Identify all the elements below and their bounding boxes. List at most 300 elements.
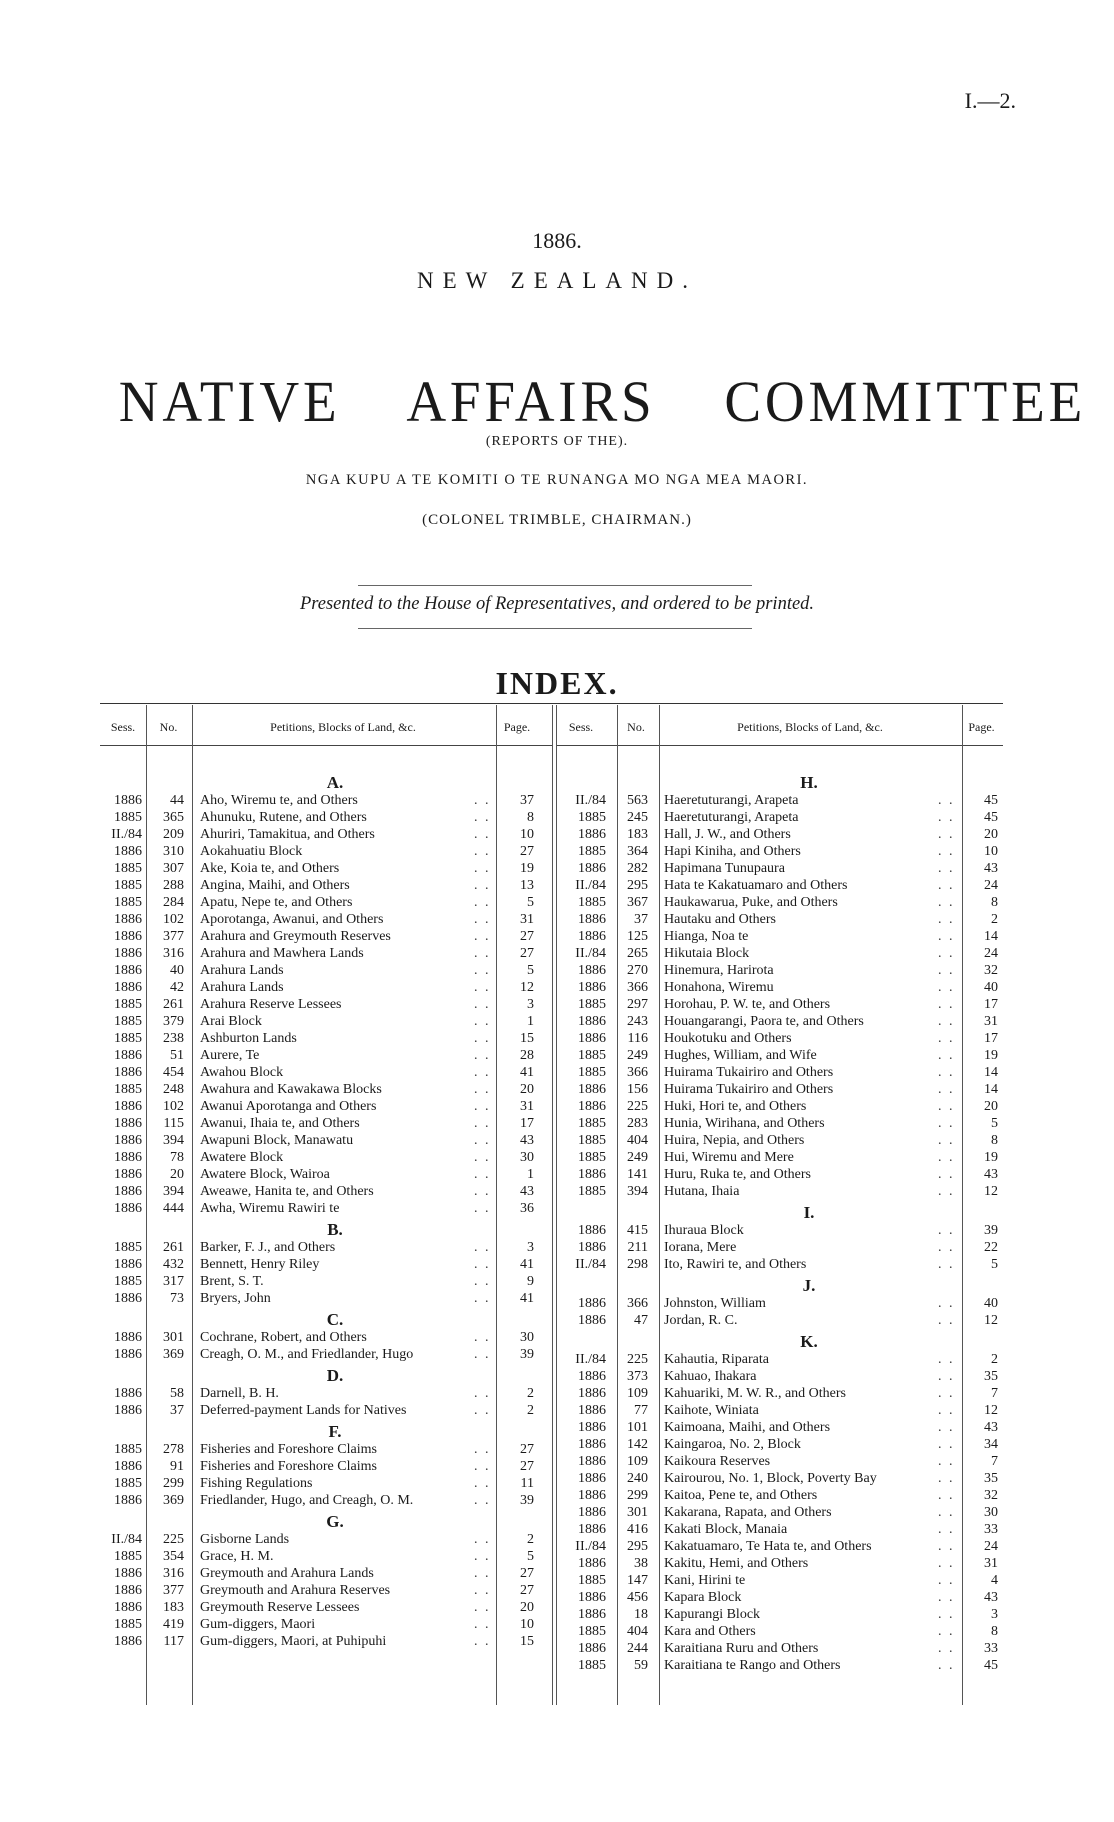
index-entry-page: 19 xyxy=(984,1150,998,1165)
index-entry-page: 3 xyxy=(991,1607,998,1622)
index-entry xyxy=(0,1606,1114,1623)
leader-dots: . . xyxy=(474,963,491,978)
index-entry xyxy=(0,1385,1114,1402)
index-entry-number: 238 xyxy=(163,1031,184,1046)
index-entry-title: Awatere Block xyxy=(200,1150,284,1165)
index-entry-page: 36 xyxy=(520,1201,534,1216)
leader-dots: . . xyxy=(938,1556,955,1571)
section-letter: I. xyxy=(803,1203,815,1222)
index-entry xyxy=(0,1132,1114,1149)
index-entry-number: 283 xyxy=(627,1116,648,1131)
leader-dots: . . xyxy=(938,1223,955,1238)
index-entry-number: 307 xyxy=(163,861,184,876)
index-entry-number: 58 xyxy=(170,1386,184,1401)
index-entry-title: Hapimana Tunupaura xyxy=(664,861,785,876)
leader-dots: . . xyxy=(474,1031,491,1046)
index-entry-page: 10 xyxy=(520,1617,534,1632)
leader-dots: . . xyxy=(938,861,955,876)
leader-dots: . . xyxy=(938,827,955,842)
leader-dots: . . xyxy=(474,1184,491,1199)
leader-dots: . . xyxy=(938,1624,955,1639)
index-entry-page: 33 xyxy=(984,1522,998,1537)
index-entry-title: Houangarangi, Paora te, and Others xyxy=(664,1014,864,1029)
index-entry-session: 1886 xyxy=(578,912,606,927)
index-entry-title: Huirama Tukairiro and Others xyxy=(664,1065,834,1080)
index-entry-title: Horohau, P. W. te, and Others xyxy=(664,997,831,1012)
index-entry-page: 12 xyxy=(520,980,534,995)
index-entry-title: Ake, Koia te, and Others xyxy=(200,861,340,876)
index-entry xyxy=(0,1312,1114,1329)
index-entry-page: 30 xyxy=(520,1330,534,1345)
section-letter: K. xyxy=(800,1332,818,1351)
index-entry-title: Deferred-payment Lands for Natives xyxy=(200,1403,407,1418)
index-entry-page: 8 xyxy=(527,810,534,825)
index-entry xyxy=(0,1555,1114,1572)
index-entry-number: 364 xyxy=(627,844,648,859)
index-entry-title: Hata te Kakatuamaro and Others xyxy=(664,878,848,893)
index-entry-page: 30 xyxy=(984,1505,998,1520)
index-entry-number: 249 xyxy=(627,1048,648,1063)
index-entry-session: II./84 xyxy=(575,1539,606,1554)
index-entry-number: 432 xyxy=(163,1257,184,1272)
index-entry xyxy=(0,1572,1114,1589)
index-entry-number: 284 xyxy=(163,895,184,910)
col-header-sess: Sess. xyxy=(568,720,594,734)
leader-dots: . . xyxy=(938,895,955,910)
index-entry-session: 1886 xyxy=(114,912,142,927)
leader-dots: . . xyxy=(474,1167,491,1182)
leader-dots: . . xyxy=(938,1522,955,1537)
index-entry-session: 1885 xyxy=(578,1116,606,1131)
index-entry-page: 27 xyxy=(520,1566,534,1581)
index-entry-number: 282 xyxy=(627,861,648,876)
index-entry-page: 24 xyxy=(984,1539,998,1554)
index-entry-session: 1885 xyxy=(114,1549,142,1564)
leader-dots: . . xyxy=(938,1590,955,1605)
index-entry-number: 377 xyxy=(163,1583,184,1598)
index-entry-number: 142 xyxy=(627,1437,648,1452)
leader-dots: . . xyxy=(474,1549,491,1564)
index-entry-page: 27 xyxy=(520,1459,534,1474)
index-entry-page: 4 xyxy=(991,1573,998,1588)
index-entry-session: 1885 xyxy=(578,810,606,825)
leader-dots: . . xyxy=(474,929,491,944)
presented-line: Presented to the House of Representatives, and ordered to be printed. xyxy=(299,594,815,614)
index-entry-number: 367 xyxy=(627,895,648,910)
index-entry-session: 1886 xyxy=(114,1099,142,1114)
index-entry-session: 1886 xyxy=(578,1313,606,1328)
index-entry-title: Kakitu, Hemi, and Others xyxy=(664,1556,809,1571)
leader-dots: . . xyxy=(938,1403,955,1418)
leader-dots: . . xyxy=(938,1150,955,1165)
index-entry-title: Awatere Block, Wairoa xyxy=(200,1167,330,1182)
index-entry-session: 1886 xyxy=(114,1257,142,1272)
index-entry-number: 261 xyxy=(163,997,184,1012)
index-entry xyxy=(0,1239,1114,1256)
index-entry-title: Hui, Wiremu and Mere xyxy=(664,1150,794,1165)
leader-dots: . . xyxy=(474,1274,491,1289)
index-entry-title: Awapuni Block, Manawatu xyxy=(200,1133,354,1148)
index-entry-page: 17 xyxy=(520,1116,534,1131)
index-entry-title: Greymouth and Arahura Reserves xyxy=(200,1583,391,1598)
index-entry-page: 11 xyxy=(520,1476,534,1491)
index-entry-number: 419 xyxy=(163,1617,184,1632)
index-entry-session: 1886 xyxy=(578,929,606,944)
leader-dots: . . xyxy=(938,912,955,927)
leader-dots: . . xyxy=(938,1454,955,1469)
index-entry-page: 9 xyxy=(527,1274,534,1289)
leader-dots: . . xyxy=(474,980,491,995)
leader-dots: . . xyxy=(474,912,491,927)
index-entry-number: 42 xyxy=(170,980,184,995)
index-entry-title: Darnell, B. H. xyxy=(200,1386,279,1401)
index-entry-title: Huki, Hori te, and Others xyxy=(664,1099,807,1114)
header-rule xyxy=(100,745,552,746)
index-entry-number: 299 xyxy=(627,1488,648,1503)
index-entry-page: 24 xyxy=(984,946,998,961)
index-entry-title: Cochrane, Robert, and Others xyxy=(200,1330,367,1345)
index-entry-title: Kairourou, No. 1, Block, Poverty Bay xyxy=(664,1471,877,1486)
index-entry-number: 404 xyxy=(627,1133,648,1148)
index-entry-page: 14 xyxy=(984,1082,998,1097)
leader-dots: . . xyxy=(474,1330,491,1345)
index-entry-title: Ito, Rawiri te, and Others xyxy=(664,1257,807,1272)
index-entry-title: Hapi Kiniha, and Others xyxy=(664,844,801,859)
index-entry-session: 1885 xyxy=(114,878,142,893)
index-entry-title: Greymouth Reserve Lessees xyxy=(200,1600,360,1615)
leader-dots: . . xyxy=(474,1133,491,1148)
index-entry-title: Aokahuatiu Block xyxy=(200,844,303,859)
index-entry-session: 1886 xyxy=(114,1330,142,1345)
index-entry-session: 1886 xyxy=(114,1167,142,1182)
index-entry-page: 40 xyxy=(984,1296,998,1311)
index-entry-page: 1 xyxy=(527,1167,534,1182)
index-entry xyxy=(0,1256,1114,1273)
index-entry-number: 183 xyxy=(163,1600,184,1615)
index-entry-title: Ahuriri, Tamakitua, and Others xyxy=(200,827,375,842)
index-entry-title: Aporotanga, Awanui, and Others xyxy=(200,912,384,927)
index-entry-number: 366 xyxy=(627,980,648,995)
index-entry-title: Brent, S. T. xyxy=(200,1274,264,1289)
index-entry-session: 1886 xyxy=(578,1505,606,1520)
index-entry-session: 1885 xyxy=(114,997,142,1012)
index-entry-number: 394 xyxy=(627,1184,648,1199)
index-entry-page: 31 xyxy=(984,1556,998,1571)
index-entry xyxy=(0,894,1114,911)
index-entry-session: 1886 xyxy=(114,1116,142,1131)
index-entry-page: 10 xyxy=(984,844,998,859)
index-entry-page: 5 xyxy=(527,1549,534,1564)
col-header-page: Page. xyxy=(968,720,995,734)
index-entry-title: Aurere, Te xyxy=(200,1048,260,1063)
index-entry-page: 32 xyxy=(984,963,998,978)
leader-dots: . . xyxy=(474,1014,491,1029)
page-title: NATIVE AFFAIRS COMMITTEE xyxy=(118,369,1087,434)
leader-dots: . . xyxy=(474,810,491,825)
index-entry-session: 1885 xyxy=(578,1184,606,1199)
index-entry-page: 31 xyxy=(520,912,534,927)
index-entry xyxy=(0,1470,1114,1487)
index-entry-title: Hunia, Wirihana, and Others xyxy=(664,1116,825,1131)
index-entry-title: Kapara Block xyxy=(664,1590,742,1605)
index-entry-title: Kaingaroa, No. 2, Block xyxy=(664,1437,801,1452)
index-entry-session: 1886 xyxy=(578,1403,606,1418)
index-entry-title: Ashburton Lands xyxy=(200,1031,297,1046)
index-entry xyxy=(0,928,1114,945)
index-entry-session: 1886 xyxy=(114,1184,142,1199)
index-entry-page: 19 xyxy=(984,1048,998,1063)
index-entry-number: 245 xyxy=(627,810,648,825)
index-entry-number: 109 xyxy=(627,1386,648,1401)
index-entry-page: 13 xyxy=(520,878,534,893)
index-entry-session: 1886 xyxy=(114,946,142,961)
index-entry-number: 37 xyxy=(634,912,648,927)
index-entry xyxy=(0,1521,1114,1538)
index-entry-title: Grace, H. M. xyxy=(200,1549,274,1564)
index-entry-title: Awahou Block xyxy=(200,1065,284,1080)
index-entry-session: 1885 xyxy=(114,861,142,876)
index-entry-session: 1886 xyxy=(578,1240,606,1255)
leader-dots: . . xyxy=(474,1442,491,1457)
index-entry-page: 10 xyxy=(520,827,534,842)
index-entry-number: 288 xyxy=(163,878,184,893)
index-entry-page: 20 xyxy=(984,1099,998,1114)
leader-dots: . . xyxy=(474,1291,491,1306)
index-entry-number: 369 xyxy=(163,1493,184,1508)
header-rule xyxy=(556,745,1003,746)
index-entry-page: 28 xyxy=(520,1048,534,1063)
index-entry-page: 33 xyxy=(984,1641,998,1656)
index-entry-title: Awanui, Ihaia te, and Others xyxy=(200,1116,360,1131)
index-entry-number: 261 xyxy=(163,1240,184,1255)
index-entry-number: 38 xyxy=(634,1556,648,1571)
divider xyxy=(358,585,752,586)
index-entry-session: II./84 xyxy=(575,1257,606,1272)
leader-dots: . . xyxy=(474,1583,491,1598)
index-entry xyxy=(0,962,1114,979)
leader-dots: . . xyxy=(938,1031,955,1046)
col-header-petitions: Petitions, Blocks of Land, &c. xyxy=(737,720,883,734)
index-entry-page: 20 xyxy=(984,827,998,842)
leader-dots: . . xyxy=(938,980,955,995)
index-entry-session: 1886 xyxy=(114,1459,142,1474)
index-entry xyxy=(0,1453,1114,1470)
index-entry-title: Arahura Reserve Lessees xyxy=(200,997,342,1012)
index-entry-title: Creagh, O. M., and Friedlander, Hugo xyxy=(200,1347,414,1362)
index-entry-number: 225 xyxy=(163,1532,184,1547)
leader-dots: . . xyxy=(474,1257,491,1272)
index-entry-number: 59 xyxy=(634,1658,648,1673)
index-entry-session: II./84 xyxy=(111,827,142,842)
index-entry-session: 1886 xyxy=(578,1167,606,1182)
leader-dots: . . xyxy=(938,1658,955,1673)
index-entry-number: 248 xyxy=(163,1082,184,1097)
index-entry-title: Kani, Hirini te xyxy=(664,1573,746,1588)
leader-dots: . . xyxy=(938,946,955,961)
section-letter: G. xyxy=(326,1512,344,1531)
leader-dots: . . xyxy=(474,1048,491,1063)
leader-dots: . . xyxy=(938,1369,955,1384)
index-entry-number: 117 xyxy=(163,1634,184,1649)
index-entry-title: Kakatuamaro, Te Hata te, and Others xyxy=(664,1539,872,1554)
index-entry-title: Bryers, John xyxy=(200,1291,271,1306)
index-entry-number: 295 xyxy=(627,878,648,893)
index-entry-number: 301 xyxy=(627,1505,648,1520)
index-entry-title: Aho, Wiremu te, and Others xyxy=(200,793,358,808)
index-entry-title: Fisheries and Foreshore Claims xyxy=(200,1442,377,1457)
index-entry-page: 20 xyxy=(520,1082,534,1097)
index-entry-session: 1886 xyxy=(578,1607,606,1622)
index-entry xyxy=(0,1487,1114,1504)
index-entry-session: 1885 xyxy=(578,844,606,859)
index-entry-session: 1886 xyxy=(114,980,142,995)
index-entry xyxy=(0,1538,1114,1555)
index-entry-session: II./84 xyxy=(575,878,606,893)
leader-dots: . . xyxy=(938,1296,955,1311)
index-entry-title: Arahura and Greymouth Reserves xyxy=(200,929,391,944)
index-entry-session: 1886 xyxy=(578,1437,606,1452)
index-entry-page: 43 xyxy=(984,1167,998,1182)
index-entry-page: 2 xyxy=(527,1403,534,1418)
index-entry-number: 316 xyxy=(163,1566,184,1581)
index-entry-session: 1886 xyxy=(114,1150,142,1165)
index-entry-number: 44 xyxy=(170,793,184,808)
index-entry-title: Karaitiana Ruru and Others xyxy=(664,1641,819,1656)
index-entry-page: 22 xyxy=(984,1240,998,1255)
index-entry-session: 1885 xyxy=(578,1065,606,1080)
index-entry-number: 240 xyxy=(627,1471,648,1486)
index-entry-session: 1886 xyxy=(578,1099,606,1114)
index-entry-page: 34 xyxy=(984,1437,998,1452)
index-entry xyxy=(0,1504,1114,1521)
index-entry-title: Apatu, Nepe te, and Others xyxy=(200,895,353,910)
index-entry-page: 45 xyxy=(984,793,998,808)
index-entry-page: 27 xyxy=(520,946,534,961)
index-entry xyxy=(0,1183,1114,1200)
index-entry-session: 1886 xyxy=(114,1403,142,1418)
leader-dots: . . xyxy=(474,1065,491,1080)
index-entry-number: 141 xyxy=(627,1167,648,1182)
leader-dots: . . xyxy=(938,1471,955,1486)
leader-dots: . . xyxy=(938,1240,955,1255)
index-entry-title: Jordan, R. C. xyxy=(664,1313,738,1328)
index-entry-page: 7 xyxy=(991,1454,998,1469)
leader-dots: . . xyxy=(938,963,955,978)
index-entry-page: 41 xyxy=(520,1291,534,1306)
index-entry-title: Haeretuturangi, Arapeta xyxy=(664,793,799,808)
index-entry-number: 211 xyxy=(627,1240,648,1255)
index-entry-number: 109 xyxy=(627,1454,648,1469)
index-entry-session: 1886 xyxy=(578,1014,606,1029)
index-entry xyxy=(0,826,1114,843)
index-entry xyxy=(0,1419,1114,1436)
index-entry-session: 1886 xyxy=(578,861,606,876)
index-entry-number: 225 xyxy=(627,1352,648,1367)
index-entry-session: 1886 xyxy=(578,1641,606,1656)
index-entry xyxy=(0,1368,1114,1385)
index-entry-title: Kahuao, Ihakara xyxy=(664,1369,757,1384)
index-entry-number: 249 xyxy=(627,1150,648,1165)
index-entry-title: Huru, Ruka te, and Others xyxy=(664,1167,811,1182)
index-entry-number: 18 xyxy=(634,1607,648,1622)
index-entry xyxy=(0,1623,1114,1640)
index-entry-number: 416 xyxy=(627,1522,648,1537)
index-entry-number: 156 xyxy=(627,1082,648,1097)
leader-dots: . . xyxy=(938,929,955,944)
index-entry xyxy=(0,809,1114,826)
index-entry-session: 1886 xyxy=(114,1600,142,1615)
index-entry-title: Bennett, Henry Riley xyxy=(200,1257,320,1272)
index-entry-session: 1886 xyxy=(114,844,142,859)
leader-dots: . . xyxy=(474,1600,491,1615)
index-entry-page: 41 xyxy=(520,1257,534,1272)
index-entry-number: 270 xyxy=(627,963,648,978)
index-entry-session: 1886 xyxy=(114,1386,142,1401)
index-entry-number: 147 xyxy=(627,1573,648,1588)
index-entry-page: 8 xyxy=(991,1624,998,1639)
index-entry-page: 8 xyxy=(991,1133,998,1148)
index-entry-page: 39 xyxy=(984,1223,998,1238)
index-entry-session: 1885 xyxy=(578,1573,606,1588)
index-entry-title: Gisborne Lands xyxy=(200,1532,290,1547)
index-entry-title: Kakarana, Rapata, and Others xyxy=(664,1505,832,1520)
index-entry-number: 316 xyxy=(163,946,184,961)
divider xyxy=(358,628,752,629)
index-entry-session: 1886 xyxy=(114,1048,142,1063)
index-entry-session: 1886 xyxy=(114,1291,142,1306)
index-entry-page: 32 xyxy=(984,1488,998,1503)
index-entry-number: 20 xyxy=(170,1167,184,1182)
leader-dots: . . xyxy=(938,1352,955,1367)
index-entry xyxy=(0,1098,1114,1115)
index-entry-number: 47 xyxy=(634,1313,648,1328)
index-entry-session: 1886 xyxy=(578,1031,606,1046)
index-entry-page: 3 xyxy=(527,1240,534,1255)
index-entry-title: Houkotuku and Others xyxy=(664,1031,792,1046)
index-entry-session: 1885 xyxy=(578,1133,606,1148)
index-entry-page: 31 xyxy=(984,1014,998,1029)
index-entry-page: 17 xyxy=(984,1031,998,1046)
index-entry xyxy=(0,860,1114,877)
index-entry-number: 265 xyxy=(627,946,648,961)
index-entry-page: 2 xyxy=(527,1386,534,1401)
index-entry-page: 12 xyxy=(984,1184,998,1199)
index-entry-title: Greymouth and Arahura Lands xyxy=(200,1566,374,1581)
index-entry-title: Ahunuku, Rutene, and Others xyxy=(200,810,367,825)
index-entry-title: Hinemura, Harirota xyxy=(664,963,774,978)
index-entry xyxy=(0,911,1114,928)
index-entry-session: 1885 xyxy=(114,1082,142,1097)
index-entry-session: 1886 xyxy=(578,1471,606,1486)
leader-dots: . . xyxy=(938,1099,955,1114)
section-letter: F. xyxy=(328,1422,342,1441)
index-entry-page: 30 xyxy=(520,1150,534,1165)
index-entry xyxy=(0,1081,1114,1098)
index-entry-title: Kahuariki, M. W. R., and Others xyxy=(664,1386,846,1401)
index-entry-session: 1885 xyxy=(578,895,606,910)
leader-dots: . . xyxy=(474,827,491,842)
index-entry-page: 20 xyxy=(520,1600,534,1615)
index-entry xyxy=(0,1166,1114,1183)
col-header-petitions: Petitions, Blocks of Land, &c. xyxy=(270,720,416,734)
index-entry-session: 1886 xyxy=(578,1082,606,1097)
index-entry-session: 1886 xyxy=(578,1296,606,1311)
leader-dots: . . xyxy=(938,1437,955,1452)
index-entry xyxy=(0,1047,1114,1064)
col-header-page: Page. xyxy=(503,720,531,734)
index-entry-page: 24 xyxy=(984,878,998,893)
index-entry-number: 298 xyxy=(627,1257,648,1272)
